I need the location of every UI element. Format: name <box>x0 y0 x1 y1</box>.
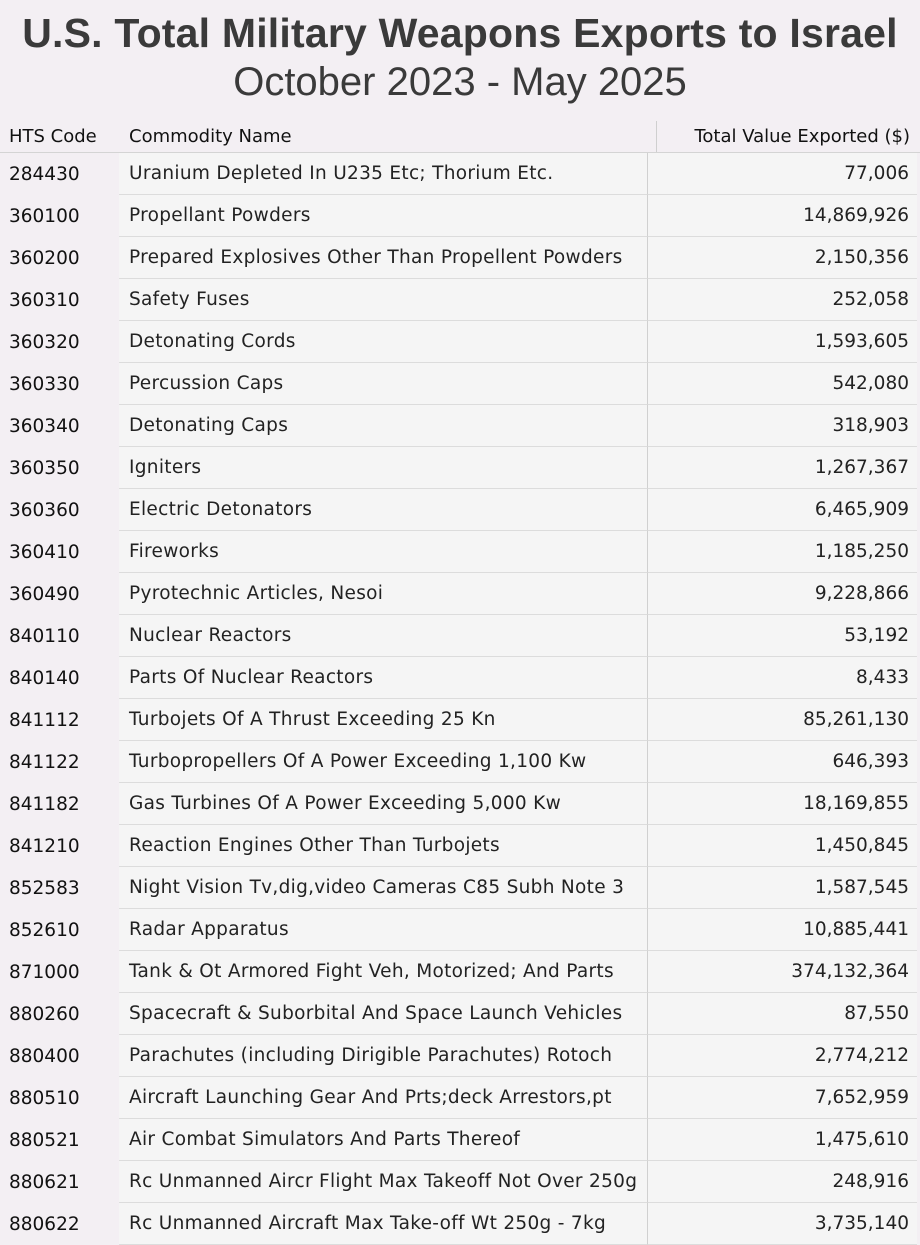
total-value-cell: 8,433 <box>647 657 917 699</box>
table-row[interactable] <box>0 531 920 573</box>
total-value-cell: 1,587,545 <box>647 867 917 909</box>
hts-code-cell: 284430 <box>0 153 119 195</box>
column-header-commodity-name[interactable]: Commodity Name <box>129 126 292 147</box>
page-title: U.S. Total Military Weapons Exports to Israel <box>22 10 898 56</box>
hts-code-cell: 360350 <box>0 447 119 489</box>
total-value-cell: 1,593,605 <box>647 321 917 363</box>
table-row[interactable] <box>0 1077 920 1119</box>
total-value-cell: 53,192 <box>647 615 917 657</box>
hts-code-cell: 880621 <box>0 1161 119 1203</box>
page-subtitle: October 2023 - May 2025 <box>233 60 687 104</box>
total-value-cell: 18,169,855 <box>647 783 917 825</box>
hts-code-cell: 360330 <box>0 363 119 405</box>
column-header-hts-code[interactable]: HTS Code <box>9 126 97 147</box>
hts-code-cell: 880510 <box>0 1077 119 1119</box>
total-value-cell: 14,869,926 <box>647 195 917 237</box>
commodity-name-cell: Aircraft Launching Gear And Prts;deck Arrestors,pt <box>119 1077 647 1119</box>
hts-code-cell: 871000 <box>0 951 119 993</box>
total-value-cell: 10,885,441 <box>647 909 917 951</box>
table-header-row <box>0 121 920 153</box>
commodity-name-cell: Igniters <box>119 447 647 489</box>
report-header <box>0 0 920 121</box>
total-value-cell: 7,652,959 <box>647 1077 917 1119</box>
hts-code-cell: 360360 <box>0 489 119 531</box>
table-row[interactable] <box>0 237 920 279</box>
exports-table <box>0 121 920 1245</box>
total-value-cell: 2,150,356 <box>647 237 917 279</box>
table-row[interactable] <box>0 489 920 531</box>
column-header-total-value[interactable]: Total Value Exported ($) <box>656 121 920 152</box>
table-row[interactable] <box>0 1203 920 1245</box>
table-row[interactable] <box>0 951 920 993</box>
commodity-name-cell: Parts Of Nuclear Reactors <box>119 657 647 699</box>
hts-code-cell: 852583 <box>0 867 119 909</box>
table-row[interactable] <box>0 195 920 237</box>
commodity-name-cell: Detonating Caps <box>119 405 647 447</box>
hts-code-cell: 880521 <box>0 1119 119 1161</box>
table-row[interactable] <box>0 657 920 699</box>
table-row[interactable] <box>0 1161 920 1203</box>
commodity-name-cell: Turbojets Of A Thrust Exceeding 25 Kn <box>119 699 647 741</box>
table-row[interactable] <box>0 699 920 741</box>
table-row[interactable] <box>0 573 920 615</box>
total-value-cell: 87,550 <box>647 993 917 1035</box>
total-value-cell: 646,393 <box>647 741 917 783</box>
hts-code-cell: 360490 <box>0 573 119 615</box>
total-value-cell: 542,080 <box>647 363 917 405</box>
commodity-name-cell: Uranium Depleted In U235 Etc; Thorium Etc. <box>119 153 647 195</box>
hts-code-cell: 840110 <box>0 615 119 657</box>
table-row[interactable] <box>0 993 920 1035</box>
commodity-name-cell: Rc Unmanned Aircraft Max Take-off Wt 250g - 7kg <box>119 1203 647 1245</box>
hts-code-cell: 360310 <box>0 279 119 321</box>
hts-code-cell: 841182 <box>0 783 119 825</box>
table-row[interactable] <box>0 405 920 447</box>
commodity-name-cell: Radar Apparatus <box>119 909 647 951</box>
hts-code-cell: 841112 <box>0 699 119 741</box>
table-row[interactable] <box>0 363 920 405</box>
table-body <box>0 153 920 1245</box>
hts-code-cell: 841122 <box>0 741 119 783</box>
table-row[interactable] <box>0 825 920 867</box>
commodity-name-cell: Rc Unmanned Aircr Flight Max Takeoff Not Over 250g <box>119 1161 647 1203</box>
hts-code-cell: 360100 <box>0 195 119 237</box>
total-value-cell: 3,735,140 <box>647 1203 917 1245</box>
table-row[interactable] <box>0 867 920 909</box>
commodity-name-cell: Safety Fuses <box>119 279 647 321</box>
hts-code-cell: 880622 <box>0 1203 119 1245</box>
commodity-name-cell: Pyrotechnic Articles, Nesoi <box>119 573 647 615</box>
total-value-cell: 6,465,909 <box>647 489 917 531</box>
table-row[interactable] <box>0 447 920 489</box>
table-row[interactable] <box>0 1035 920 1077</box>
table-row[interactable] <box>0 783 920 825</box>
hts-code-cell: 360320 <box>0 321 119 363</box>
commodity-name-cell: Spacecraft & Suborbital And Space Launch Vehicles <box>119 993 647 1035</box>
commodity-name-cell: Detonating Cords <box>119 321 647 363</box>
hts-code-cell: 841210 <box>0 825 119 867</box>
total-value-cell: 9,228,866 <box>647 573 917 615</box>
commodity-name-cell: Tank & Ot Armored Fight Veh, Motorized; And Parts <box>119 951 647 993</box>
hts-code-cell: 360200 <box>0 237 119 279</box>
total-value-cell: 1,450,845 <box>647 825 917 867</box>
commodity-name-cell: Turbopropellers Of A Power Exceeding 1,100 Kw <box>119 741 647 783</box>
total-value-cell: 252,058 <box>647 279 917 321</box>
commodity-name-cell: Night Vision Tv,dig,video Cameras C85 Subh Note 3 <box>119 867 647 909</box>
hts-code-cell: 840140 <box>0 657 119 699</box>
total-value-cell: 1,267,367 <box>647 447 917 489</box>
hts-code-cell: 880400 <box>0 1035 119 1077</box>
table-row[interactable] <box>0 153 920 195</box>
total-value-cell: 85,261,130 <box>647 699 917 741</box>
total-value-cell: 77,006 <box>647 153 917 195</box>
hts-code-cell: 360340 <box>0 405 119 447</box>
total-value-cell: 248,916 <box>647 1161 917 1203</box>
hts-code-cell: 360410 <box>0 531 119 573</box>
table-row[interactable] <box>0 615 920 657</box>
commodity-name-cell: Air Combat Simulators And Parts Thereof <box>119 1119 647 1161</box>
table-row[interactable] <box>0 909 920 951</box>
total-value-cell: 374,132,364 <box>647 951 917 993</box>
commodity-name-cell: Percussion Caps <box>119 363 647 405</box>
hts-code-cell: 880260 <box>0 993 119 1035</box>
commodity-name-cell: Fireworks <box>119 531 647 573</box>
commodity-name-cell: Prepared Explosives Other Than Propellent Powders <box>119 237 647 279</box>
commodity-name-cell: Propellant Powders <box>119 195 647 237</box>
total-value-cell: 2,774,212 <box>647 1035 917 1077</box>
commodity-name-cell: Reaction Engines Other Than Turbojets <box>119 825 647 867</box>
table-row[interactable] <box>0 321 920 363</box>
total-value-cell: 1,185,250 <box>647 531 917 573</box>
total-value-cell: 318,903 <box>647 405 917 447</box>
commodity-name-cell: Parachutes (including Dirigible Parachutes) Rotoch <box>119 1035 647 1077</box>
commodity-name-cell: Gas Turbines Of A Power Exceeding 5,000 Kw <box>119 783 647 825</box>
commodity-name-cell: Nuclear Reactors <box>119 615 647 657</box>
hts-code-cell: 852610 <box>0 909 119 951</box>
table-row[interactable] <box>0 279 920 321</box>
commodity-name-cell: Electric Detonators <box>119 489 647 531</box>
table-row[interactable] <box>0 1119 920 1161</box>
table-row[interactable] <box>0 741 920 783</box>
total-value-cell: 1,475,610 <box>647 1119 917 1161</box>
